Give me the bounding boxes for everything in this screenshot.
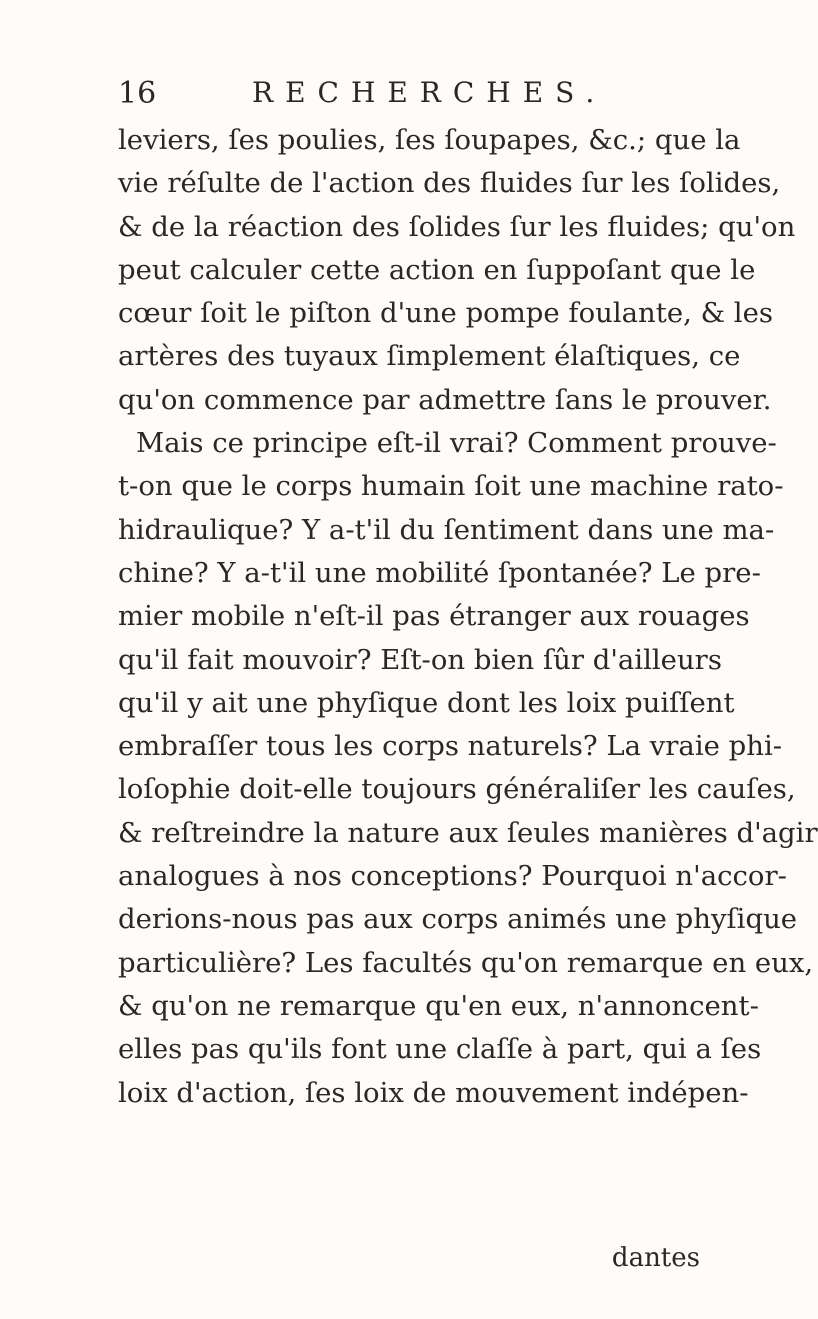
text-line: peut calculer cette action en ſuppoſant que le: [118, 253, 756, 286]
text-line: & qu'on ne remarque qu'en eux, n'annoncent-: [118, 989, 759, 1022]
text-line: derions-nous pas aux corps animés une phyſique: [118, 903, 798, 936]
text-line: artères des tuyaux ſimplement élaſtiques, ce: [118, 340, 741, 373]
running-head: RECHERCHES.: [252, 76, 607, 109]
text-line: qu'il fait mouvoir? Eſt-on bien ſûr d'ailleurs: [118, 643, 722, 676]
text-line: loix d'action, ſes loix de mouvement indépen-: [118, 1076, 749, 1109]
text-line: & reſtreindre la nature aux ſeules manières d'agir: [118, 816, 818, 849]
text-line: chine? Y a-t'il une mobilité ſpontanée? Le pre-: [118, 556, 761, 589]
body-text: [118, 119, 818, 1115]
text-line: loſophie doit-elle toujours généraliſer les cauſes,: [118, 773, 796, 806]
text-line: qu'on commence par admettre ſans le prouver.: [118, 383, 772, 416]
text-line: hidraulique? Y a-t'il du ſentiment dans une ma-: [118, 513, 775, 546]
text-line: analogues à nos conceptions? Pourquoi n'accor-: [118, 860, 787, 893]
text-line: embraſſer tous les corps naturels? La vraie phi-: [118, 730, 783, 763]
text-line: Mais ce principe eſt-il vrai? Comment prouve-: [136, 427, 777, 460]
catchword: dantes: [611, 1243, 700, 1273]
text-line: elles pas qu'ils font une claſſe à part, qui a ſes: [118, 1033, 762, 1066]
text-line: mier mobile n'eſt-il pas étranger aux rouages: [118, 600, 750, 633]
text-line: particulière? Les facultés qu'on remarque en eux,: [118, 946, 814, 979]
text-line: qu'il y ait une phyſique dont les loix puiſſent: [118, 686, 735, 719]
page-number: 16: [118, 76, 157, 111]
text-line: t-on que le corps humain ſoit une machine rato-: [118, 470, 784, 503]
text-line: cœur ſoit le piſton d'une pompe foulante, & les: [118, 297, 773, 330]
text-line: vie réſulte de l'action des fluides ſur les ſolides,: [118, 167, 781, 200]
text-line: leviers, ſes poulies, ſes ſoupapes, &c.; que la: [118, 124, 741, 156]
text-line: & de la réaction des ſolides ſur les fluides; qu'on: [118, 210, 796, 243]
page-header: [118, 72, 678, 122]
